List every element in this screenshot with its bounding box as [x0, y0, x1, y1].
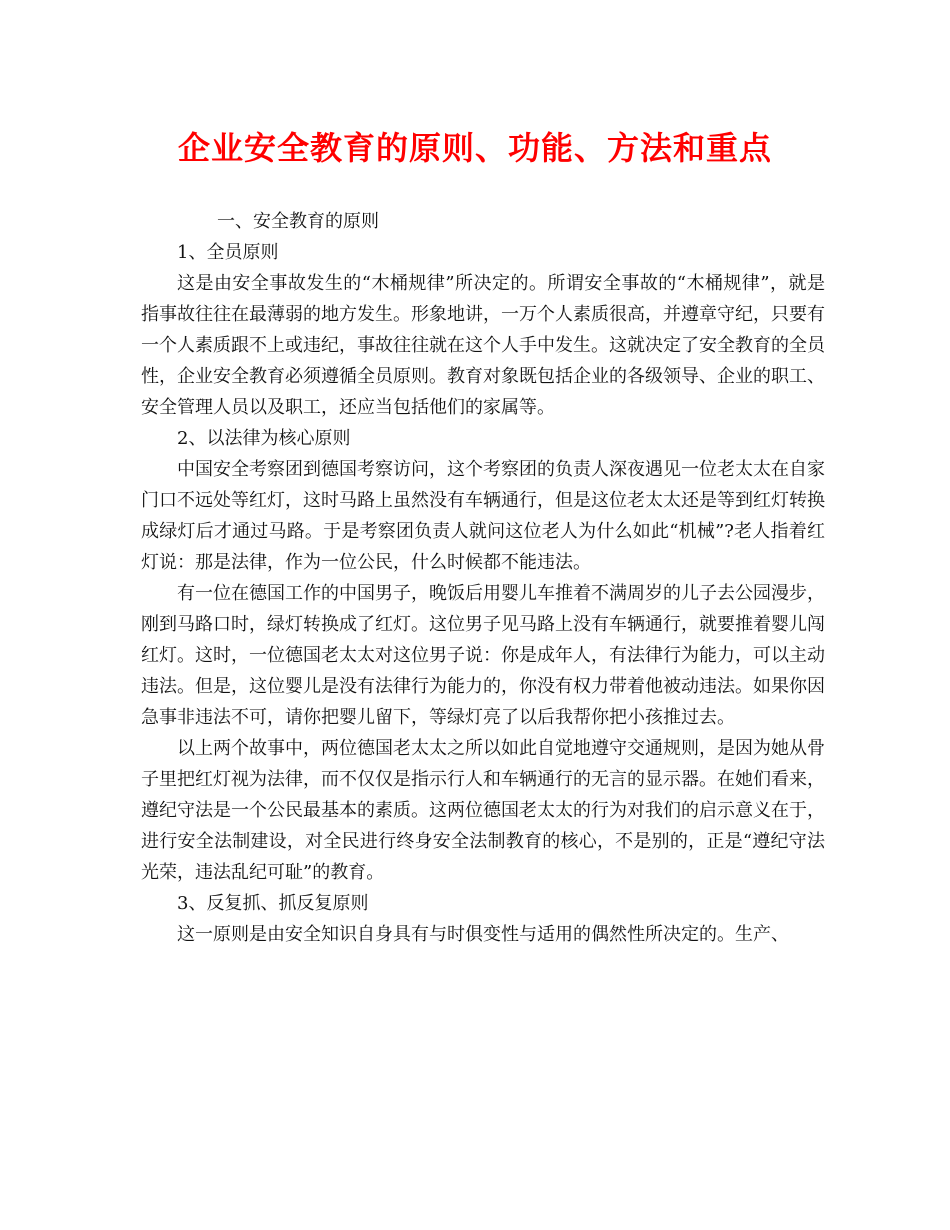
document-title: 企业安全教育的原则、功能、方法和重点	[177, 129, 772, 167]
subsection-heading: 3、反复抓、抓反复原则	[177, 893, 369, 914]
body-paragraph: 有一位在德国工作的中国男子，晚饭后用婴儿车推着不满周岁的儿子去公园漫步，刚到马路口时，绿灯转换成了红灯。这位男子见马路上没有车辆通行，就要推着婴儿闯红灯。这时，一位德国老太太对这位男子说：你是成年人，有法律行为能力，可以主动违法。但是，这位婴儿是没有法律行为能力的，你没有权力带着他被动违法。如果你因急事非违法不可，请你把婴儿留下，等绿灯亮了以后我帮你把小孩推过去。	[141, 583, 825, 728]
document-body	[141, 206, 825, 950]
section-heading: 一、安全教育的原则	[217, 211, 379, 232]
body-paragraph: 这一原则是由安全知识自身具有与时俱变性与适用的偶然性所决定的。生产、	[177, 924, 789, 945]
subsection-heading: 2、以法律为核心原则	[177, 428, 351, 449]
body-paragraph: 这是由安全事故发生的“木桶规律”所决定的。所谓安全事故的“木桶规律”，就是指事故往往在最薄弱的地方发生。形象地讲，一万个人素质很高，并遵章守纪，只要有一个人素质跟不上或违纪，事故往往就在这个人手中发生。这就决定了安全教育的全员性，企业安全教育必须遵循全员原则。教育对象既包括企业的各级领导、企业的职工、安全管理人员以及职工，还应当包括他们的家属等。	[141, 273, 825, 418]
subsection-heading: 1、全员原则	[177, 242, 279, 263]
body-paragraph: 中国安全考察团到德国考察访问，这个考察团的负责人深夜遇见一位老太太在自家门口不远处等红灯，这时马路上虽然没有车辆通行，但是这位老太太还是等到红灯转换成绿灯后才通过马路。于是考察团负责人就问这位老人为什么如此“机械”?老人指着红灯说：那是法律，作为一位公民，什么时候都不能违法。	[141, 459, 825, 573]
body-paragraph: 以上两个故事中，两位德国老太太之所以如此自觉地遵守交通规则，是因为她从骨子里把红灯视为法律，而不仅仅是指示行人和车辆通行的无言的显示器。在她们看来，遵纪守法是一个公民最基本的素质。这两位德国老太太的行为对我们的启示意义在于，进行安全法制建设，对全民进行终身安全法制教育的核心，不是别的，正是“遵纪守法光荣，违法乱纪可耻”的教育。	[141, 738, 825, 883]
